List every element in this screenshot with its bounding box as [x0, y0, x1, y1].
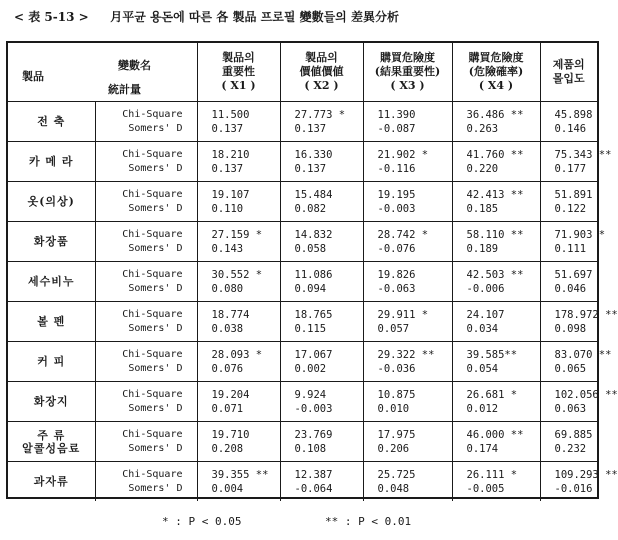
value-cell — [452, 422, 540, 462]
chi-square-label: Chi-Square — [122, 268, 183, 280]
value-cell — [363, 102, 452, 142]
value-cell — [363, 342, 452, 382]
table-number: < 表 5-13 > — [14, 10, 89, 24]
statistic-cell — [95, 142, 197, 182]
table-row — [8, 302, 597, 342]
table-row — [8, 382, 597, 422]
somers-d-label: Somers' D — [128, 402, 183, 414]
value-cell — [363, 182, 452, 222]
value-cell — [280, 382, 363, 422]
chi-square-value: 39.355 ** — [211, 468, 269, 481]
chi-square-value: 10.875 — [377, 388, 416, 401]
statistic-cell — [95, 302, 197, 342]
chi-square-label: Chi-Square — [122, 228, 183, 240]
chi-square-value: 29.911 * — [377, 308, 429, 321]
column-header-involvement — [540, 43, 597, 102]
somers-d-value: 0.185 — [466, 202, 499, 215]
table-body — [8, 102, 618, 502]
table-row — [8, 462, 597, 502]
product-name: 화장품 — [33, 235, 69, 248]
chi-square-value: 29.322 ** — [377, 348, 435, 361]
somers-d-value: -0.087 — [377, 122, 416, 135]
value-cell — [363, 462, 452, 502]
value-cell — [363, 302, 452, 342]
chi-square-value: 178.972 ** — [554, 308, 618, 321]
chi-square-value: 17.975 — [377, 428, 416, 441]
value-cell — [540, 142, 612, 182]
statistic-cell — [95, 262, 197, 302]
value-cell — [280, 262, 363, 302]
product-cell — [8, 382, 95, 422]
value-cell — [363, 142, 452, 182]
column-header-line: 製品의 — [305, 51, 338, 64]
chi-square-value: 26.681 * — [466, 388, 518, 401]
value-cell — [197, 262, 280, 302]
table-row — [8, 342, 597, 382]
chi-square-label: Chi-Square — [122, 428, 183, 440]
somers-d-value: -0.076 — [377, 242, 416, 255]
value-cell — [197, 222, 280, 262]
product-name: 옷(의상) — [27, 195, 75, 208]
somers-d-value: 0.048 — [377, 482, 410, 495]
chi-square-value: 102.056 ** — [554, 388, 618, 401]
column-header-x4 — [452, 43, 540, 102]
chi-square-value: 19.195 — [377, 188, 416, 201]
somers-d-value: 0.263 — [466, 122, 499, 135]
column-header-line: ( X1 ) — [221, 79, 256, 92]
chi-square-value: 18.210 — [211, 148, 250, 161]
corner-header-cell — [8, 43, 197, 102]
somers-d-label: Somers' D — [128, 242, 183, 254]
product-name: 알콜성음료 — [22, 441, 81, 455]
chi-square-value: 27.773 * — [294, 108, 346, 121]
chi-square-value: 11.500 — [211, 108, 250, 121]
somers-d-value: 0.002 — [294, 362, 327, 375]
product-cell — [8, 102, 95, 142]
value-cell — [197, 382, 280, 422]
header-statistic: 統計量 — [108, 83, 141, 96]
somers-d-value: 0.137 — [294, 122, 327, 135]
value-cell — [540, 382, 618, 422]
value-cell — [363, 222, 452, 262]
chi-square-value: 58.110 ** — [466, 228, 524, 241]
somers-d-value: 0.115 — [294, 322, 327, 335]
chi-square-value: 28.093 * — [211, 348, 263, 361]
product-cell — [8, 142, 95, 182]
chi-square-value: 17.067 — [294, 348, 333, 361]
column-header-line: ( X3 ) — [390, 79, 425, 92]
product-cell — [8, 422, 95, 462]
value-cell — [280, 182, 363, 222]
somers-d-value: 0.137 — [211, 162, 244, 175]
value-cell — [540, 262, 597, 302]
table-row — [8, 182, 597, 222]
chi-square-value: 109.293 ** — [554, 468, 618, 481]
somers-d-value: 0.206 — [377, 442, 410, 455]
value-cell — [452, 462, 540, 502]
table-row — [8, 262, 597, 302]
header-row — [8, 43, 597, 102]
statistic-cell — [95, 382, 197, 422]
somers-d-label: Somers' D — [128, 282, 183, 294]
chi-square-label: Chi-Square — [122, 148, 183, 160]
chi-square-value: 11.390 — [377, 108, 416, 121]
column-header-line: 제품의 — [552, 58, 585, 71]
value-cell — [363, 382, 452, 422]
statistic-cell — [95, 102, 197, 142]
somers-d-value: -0.006 — [466, 282, 505, 295]
column-header-line: (危險確率) — [468, 65, 524, 78]
table-frame — [6, 41, 618, 499]
table-row — [8, 102, 597, 142]
somers-d-value: -0.064 — [294, 482, 333, 495]
table-row — [8, 422, 597, 462]
chi-square-value: 24.107 — [466, 308, 505, 321]
value-cell — [452, 182, 540, 222]
chi-square-value: 9.924 — [294, 388, 327, 401]
somers-d-value: 0.038 — [211, 322, 244, 335]
somers-d-label: Somers' D — [128, 162, 183, 174]
somers-d-value: -0.003 — [294, 402, 333, 415]
value-cell — [280, 342, 363, 382]
somers-d-value: -0.063 — [377, 282, 416, 295]
chi-square-value: 25.725 — [377, 468, 416, 481]
somers-d-value: 0.220 — [466, 162, 499, 175]
chi-square-value: 42.503 ** — [466, 268, 524, 281]
somers-d-value: 0.012 — [466, 402, 499, 415]
column-header-line: 購買危險度 — [468, 51, 524, 64]
somers-d-value: 0.189 — [466, 242, 499, 255]
chi-square-value: 51.697 — [554, 268, 593, 281]
column-header-line: 價値價値 — [299, 65, 344, 78]
value-cell — [452, 302, 540, 342]
somers-d-value: 0.046 — [554, 282, 587, 295]
somers-d-value: -0.003 — [377, 202, 416, 215]
chi-square-value: 27.159 * — [211, 228, 263, 241]
column-header-line: ( X4 ) — [478, 79, 514, 92]
product-cell — [8, 182, 95, 222]
somers-d-value: 0.057 — [377, 322, 410, 335]
column-header-x2 — [280, 43, 363, 102]
table-row — [8, 142, 597, 182]
product-name: 전 축 — [37, 115, 66, 128]
column-header-line: 몰입도 — [552, 72, 585, 85]
analysis-table — [8, 43, 618, 501]
chi-square-value: 18.765 — [294, 308, 333, 321]
chi-square-label: Chi-Square — [122, 468, 183, 480]
somers-d-value: 0.098 — [554, 322, 587, 335]
somers-d-label: Somers' D — [128, 482, 183, 494]
somers-d-value: 0.010 — [377, 402, 410, 415]
table-title: 月平균 용돈에 따른 各 製品 프로필 變數들의 差異分析 — [110, 10, 399, 24]
chi-square-value: 19.107 — [211, 188, 250, 201]
somers-d-value: 0.063 — [554, 402, 587, 415]
column-header-line: 製品의 — [222, 51, 255, 64]
chi-square-value: 39.585** — [466, 348, 518, 361]
product-name: 커 피 — [37, 355, 66, 368]
value-cell — [540, 462, 618, 502]
column-header-x1 — [197, 43, 280, 102]
chi-square-label: Chi-Square — [122, 108, 183, 120]
statistic-cell — [95, 342, 197, 382]
chi-square-value: 21.902 * — [377, 148, 429, 161]
value-cell — [540, 182, 597, 222]
value-cell — [540, 342, 612, 382]
column-header-line: (結果重要性) — [374, 65, 441, 78]
chi-square-value: 46.000 ** — [466, 428, 524, 441]
chi-square-value: 15.484 — [294, 188, 333, 201]
somers-d-value: 0.122 — [554, 202, 587, 215]
value-cell — [280, 302, 363, 342]
somers-d-value: 0.232 — [554, 442, 587, 455]
somers-d-value: -0.116 — [377, 162, 416, 175]
somers-d-value: 0.094 — [294, 282, 327, 295]
somers-d-value: 0.111 — [554, 242, 587, 255]
somers-d-value: 0.065 — [554, 362, 587, 375]
value-cell — [197, 302, 280, 342]
value-cell — [452, 102, 540, 142]
somers-d-value: -0.036 — [377, 362, 416, 375]
table-row — [8, 222, 597, 262]
footnote-p01: ** : P < 0.01 — [325, 515, 412, 528]
value-cell — [197, 182, 280, 222]
chi-square-label: Chi-Square — [122, 348, 183, 360]
chi-square-value: 26.111 * — [466, 468, 518, 481]
somers-d-value: 0.054 — [466, 362, 499, 375]
chi-square-value: 71.903 * — [554, 228, 606, 241]
value-cell — [363, 262, 452, 302]
value-cell — [540, 302, 618, 342]
product-cell — [8, 222, 95, 262]
value-cell — [452, 222, 540, 262]
chi-square-value: 42.413 ** — [466, 188, 524, 201]
column-header-line: 購買危險度 — [380, 51, 435, 64]
chi-square-value: 28.742 * — [377, 228, 429, 241]
somers-d-value: 0.146 — [554, 122, 587, 135]
somers-d-value: 0.137 — [211, 122, 244, 135]
chi-square-value: 36.486 ** — [466, 108, 524, 121]
chi-square-value: 18.774 — [211, 308, 250, 321]
chi-square-label: Chi-Square — [122, 388, 183, 400]
product-name: 카 메 라 — [28, 155, 74, 168]
somers-d-value: 0.137 — [294, 162, 327, 175]
value-cell — [197, 422, 280, 462]
chi-square-label: Chi-Square — [122, 188, 183, 200]
value-cell — [452, 262, 540, 302]
product-cell — [8, 302, 95, 342]
product-cell — [8, 462, 95, 502]
header-product: 製品 — [22, 70, 44, 83]
value-cell — [280, 422, 363, 462]
product-name: 주 류 — [37, 428, 66, 442]
somers-d-value: 0.143 — [211, 242, 244, 255]
chi-square-value: 51.891 — [554, 188, 593, 201]
chi-square-value: 41.760 ** — [466, 148, 524, 161]
chi-square-value: 16.330 — [294, 148, 333, 161]
somers-d-value: 0.110 — [211, 202, 244, 215]
value-cell — [280, 222, 363, 262]
somers-d-value: 0.174 — [466, 442, 499, 455]
chi-square-label: Chi-Square — [122, 308, 183, 320]
somers-d-value: 0.108 — [294, 442, 327, 455]
value-cell — [363, 422, 452, 462]
footnote-p05: * : P < 0.05 — [162, 515, 242, 528]
chi-square-value: 75.343 ** — [554, 148, 612, 161]
somers-d-value: 0.004 — [211, 482, 244, 495]
somers-d-label: Somers' D — [128, 362, 183, 374]
product-cell — [8, 342, 95, 382]
somers-d-value: 0.082 — [294, 202, 327, 215]
chi-square-value: 14.832 — [294, 228, 333, 241]
chi-square-value: 30.552 * — [211, 268, 263, 281]
product-name: 과자류 — [33, 475, 69, 488]
somers-d-value: 0.080 — [211, 282, 244, 295]
value-cell — [452, 382, 540, 422]
product-name: 화장지 — [33, 395, 69, 408]
value-cell — [452, 342, 540, 382]
value-cell — [280, 142, 363, 182]
column-header-line: 重要性 — [222, 65, 255, 78]
somers-d-label: Somers' D — [128, 202, 183, 214]
value-cell — [540, 222, 606, 262]
somers-d-value: 0.071 — [211, 402, 244, 415]
chi-square-value: 69.885 — [554, 428, 593, 441]
value-cell — [280, 102, 363, 142]
somers-d-label: Somers' D — [128, 122, 183, 134]
value-cell — [280, 462, 363, 502]
somers-d-value: 0.058 — [294, 242, 327, 255]
statistic-cell — [95, 462, 197, 502]
header-variable-name: 變數名 — [118, 59, 151, 72]
statistic-cell — [95, 182, 197, 222]
product-cell — [8, 262, 95, 302]
chi-square-value: 12.387 — [294, 468, 333, 481]
chi-square-value: 45.898 — [554, 108, 593, 121]
somers-d-label: Somers' D — [128, 322, 183, 334]
somers-d-label: Somers' D — [128, 442, 183, 454]
value-cell — [197, 462, 280, 502]
chi-square-value: 19.710 — [211, 428, 250, 441]
somers-d-value: 0.208 — [211, 442, 244, 455]
column-header-line: ( X2 ) — [304, 79, 339, 92]
somers-d-value: 0.177 — [554, 162, 587, 175]
statistic-cell — [95, 222, 197, 262]
somers-d-value: -0.005 — [466, 482, 505, 495]
column-header-x3 — [363, 43, 452, 102]
value-cell — [197, 342, 280, 382]
somers-d-value: 0.034 — [466, 322, 499, 335]
value-cell — [540, 102, 597, 142]
value-cell — [452, 142, 540, 182]
statistic-cell — [95, 422, 197, 462]
value-cell — [197, 102, 280, 142]
value-cell — [540, 422, 597, 462]
product-name: 세수비누 — [27, 275, 75, 288]
value-cell — [197, 142, 280, 182]
table-caption — [14, 8, 399, 26]
somers-d-value: -0.016 — [554, 482, 593, 495]
chi-square-value: 11.086 — [294, 268, 333, 281]
product-name: 볼 펜 — [37, 315, 66, 328]
chi-square-value: 23.769 — [294, 428, 333, 441]
somers-d-value: 0.076 — [211, 362, 244, 375]
chi-square-value: 83.070 ** — [554, 348, 612, 361]
chi-square-value: 19.204 — [211, 388, 250, 401]
chi-square-value: 19.826 — [377, 268, 416, 281]
